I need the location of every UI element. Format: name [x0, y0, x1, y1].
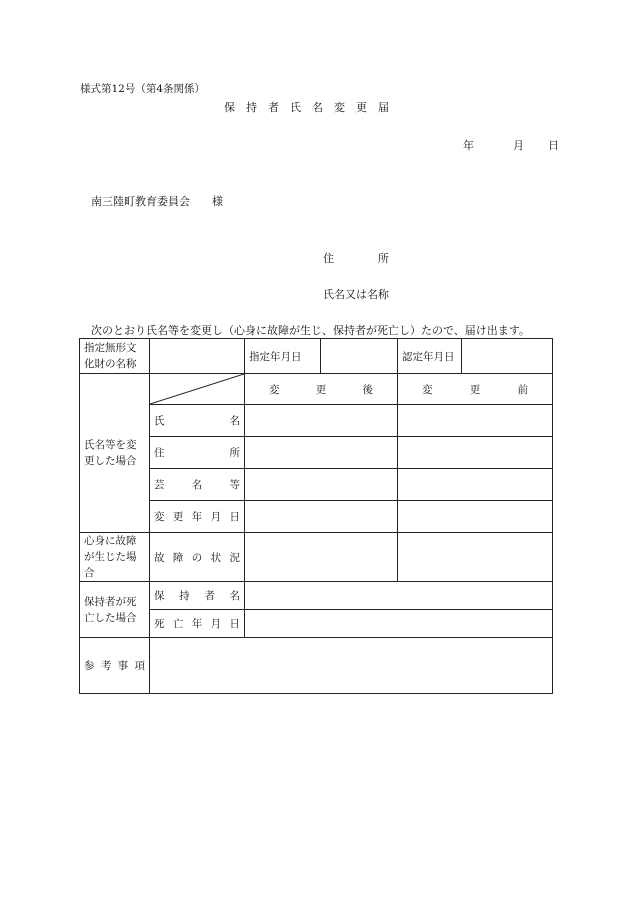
year-label: 年 [463, 139, 474, 152]
label-char: 参 [84, 660, 95, 672]
notes-label [80, 638, 150, 694]
label-char: 死 [154, 618, 165, 630]
label-char: 年 [191, 618, 203, 630]
notes-value[interactable] [150, 638, 553, 694]
label-char: 名 [229, 590, 240, 602]
label-char: 住 [154, 447, 165, 459]
stage-name-before-value[interactable] [398, 469, 553, 501]
after-header-char: 変 [269, 383, 280, 396]
label-char: 変 [154, 511, 165, 523]
form-number: 様式第12号（第4条関係） [80, 83, 206, 95]
label-char: 考 [100, 660, 112, 672]
change-date-after-value[interactable] [245, 501, 398, 533]
designation-date-label: 指定年月日 [245, 339, 321, 374]
after-header [245, 374, 398, 405]
label-char: 等 [229, 479, 240, 491]
month-label: 月 [513, 139, 524, 152]
label-char: 芸 [154, 479, 165, 491]
change-section-label: 氏名等を変更した場合 [80, 374, 150, 533]
change-date-row-label [150, 501, 245, 533]
label-char: 事 [117, 660, 129, 672]
day-label: 日 [548, 139, 559, 152]
label-char: 名 [229, 415, 240, 427]
label-char: 障 [172, 551, 184, 564]
holder-name-label [150, 582, 245, 610]
stage-name-after-value[interactable] [245, 469, 398, 501]
label-char: 氏 [154, 415, 165, 427]
before-header-char: 変 [422, 383, 433, 396]
certification-date-value[interactable] [462, 339, 553, 374]
page-title: 保持者氏名変更届 [224, 101, 400, 114]
property-name-value[interactable] [150, 339, 245, 374]
address-row-label [150, 437, 245, 469]
after-header-char: 後 [362, 383, 373, 396]
property-name-label: 指定無形文化財の名称 [80, 339, 150, 374]
diagonal-header-cell [150, 374, 245, 405]
label-char: 亡 [172, 618, 184, 630]
submission-date [463, 137, 559, 153]
label-char: 状 [210, 551, 222, 564]
disability-section-label: 心身に故障が生じた場合 [80, 533, 150, 582]
before-header-char: 前 [517, 383, 528, 396]
death-date-label [150, 610, 245, 638]
label-char: 日 [229, 618, 240, 630]
address-before-value[interactable] [398, 437, 553, 469]
label-char: 月 [210, 618, 222, 630]
label-char: の [191, 551, 203, 564]
intro-text: 次のとおり氏名等を変更し（心身に故障が生じ、保持者が死亡し）たので、届け出ます。 [91, 324, 530, 337]
disability-after-value[interactable] [245, 533, 398, 582]
address-after-value[interactable] [245, 437, 398, 469]
label-char: 況 [229, 551, 240, 564]
after-header-char: 更 [315, 383, 327, 396]
label-char: 項 [134, 660, 145, 672]
label-char: 月 [210, 511, 222, 523]
disability-before-value[interactable] [398, 533, 553, 582]
before-header-char: 更 [469, 383, 481, 396]
before-header [398, 374, 553, 405]
name-after-value[interactable] [245, 405, 398, 437]
label-char: 所 [229, 447, 240, 459]
label-char: 名 [191, 479, 203, 491]
designation-date-value[interactable] [321, 339, 398, 374]
change-date-before-value[interactable] [398, 501, 553, 533]
label-char: 持 [179, 590, 190, 602]
label-char: 故 [154, 551, 165, 564]
addressee: 南三陸町教育委員会 様 [91, 195, 223, 208]
death-date-value[interactable] [245, 610, 553, 638]
name-row-label [150, 405, 245, 437]
disability-status-label [150, 533, 245, 582]
label-char: 者 [204, 590, 215, 602]
diagonal-line [150, 374, 244, 404]
label-char: 更 [172, 511, 184, 523]
holder-name-value[interactable] [245, 582, 553, 610]
applicant-name-label: 氏名又は名称 [323, 288, 389, 301]
change-form-table [79, 338, 553, 694]
label-char: 保 [154, 590, 165, 602]
death-section-label: 保持者が死亡した場合 [80, 582, 150, 638]
applicant-address-label: 住 所 [323, 252, 389, 265]
label-char: 日 [229, 511, 240, 523]
stage-name-row-label [150, 469, 245, 501]
label-char: 年 [191, 511, 203, 523]
name-before-value[interactable] [398, 405, 553, 437]
certification-date-label: 認定年月日 [398, 339, 462, 374]
